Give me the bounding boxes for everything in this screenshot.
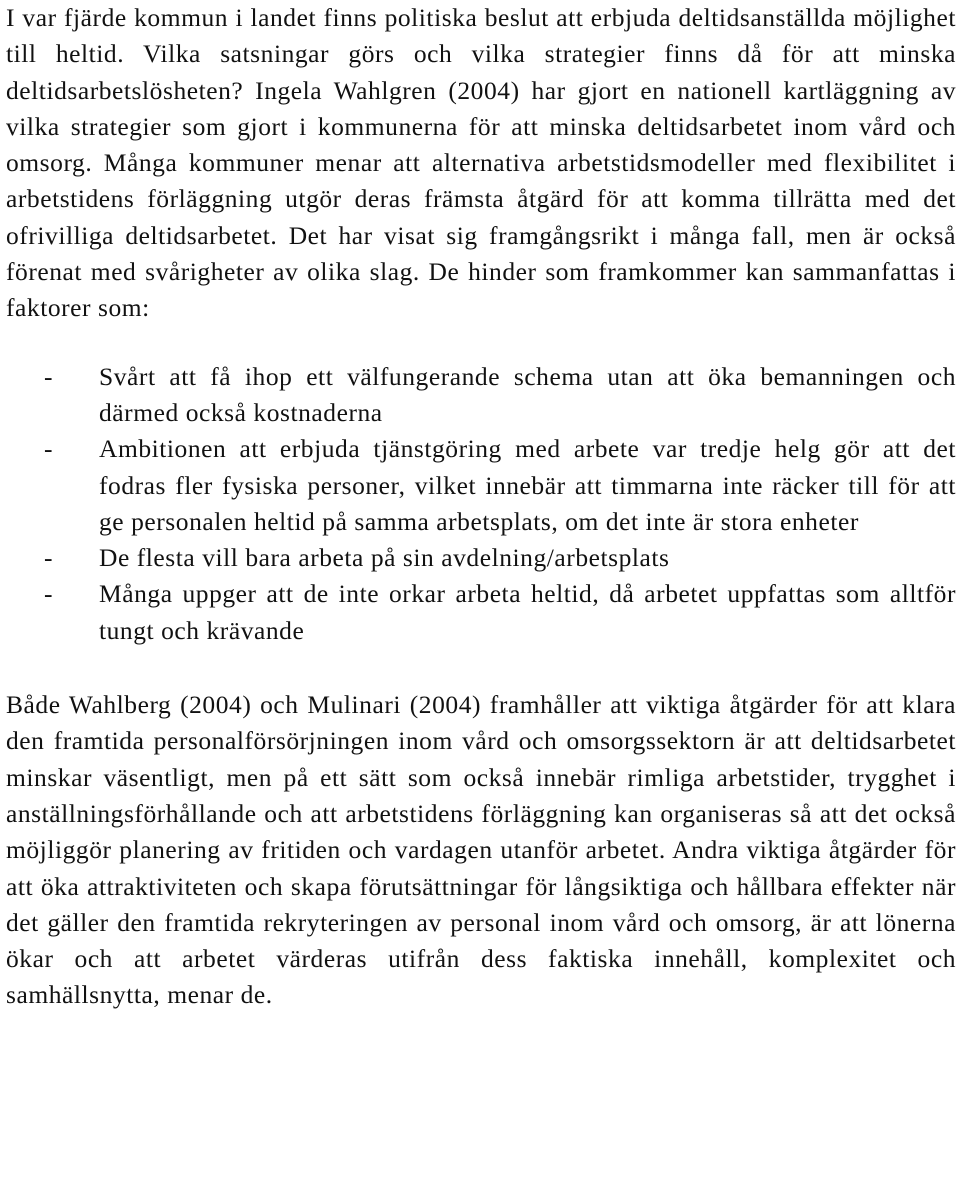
document-page [6, 0, 956, 1014]
obstacles-list [6, 359, 956, 649]
list-dash: - [44, 361, 54, 391]
list-item [6, 359, 956, 432]
list-dash: - [44, 434, 54, 464]
list-item [6, 540, 956, 576]
intro-paragraph: I var fjärde kommun i landet finns politiska beslut att erbjuda deltidsanställda möjlighet till heltid. Vilka satsningar görs och vilka strategier finns då för att minska deltidsarbetslösheten? Ingela Wahlgren (2004) har gjort en nationell kartläggning av vilka strategier som gjort i kommunerna för att minska deltidsarbetet inom vård och omsorg. Många kommuner menar att alternativa arbetstidsmodeller med flexibilitet i arbetstidens förläggning utgör deras främsta åtgärd för att komma tillrätta med det ofrivilliga deltidsarbetet. Det har visat sig framgångsrikt i många fall, men är också förenat med svårigheter av olika slag. De hinder som framkommer kan sammanfattas i faktorer som: [6, 3, 956, 323]
list-dash: - [44, 579, 54, 609]
list-item-text: Många uppger att de inte orkar arbeta heltid, då arbetet uppfattas som alltför tungt och krävande [99, 579, 956, 645]
list-item [6, 576, 956, 649]
list-item-text: Svårt att få ihop ett välfungerande schema utan att öka bemanningen och därmed också kostnaderna [99, 361, 956, 427]
list-item-text: De flesta vill bara arbeta på sin avdelning/arbetsplats [99, 543, 670, 573]
list-dash: - [44, 543, 54, 573]
list-item-text: Ambitionen att erbjuda tjänstgöring med arbete var tredje helg gör att det fodras fler fysiska personer, vilket innebär att timmarna inte räcker till för att ge personalen heltid på samma arbetsplats, om det inte är stora enheter [99, 434, 956, 536]
list-item [6, 431, 956, 540]
conclusion-paragraph: Både Wahlberg (2004) och Mulinari (2004) framhåller att viktiga åtgärder för att klara den framtida personalförsörjningen inom vård och omsorgssektorn är att deltidsarbetet minskar väsentligt, men på ett sätt som också innebär rimliga arbetstider, trygghet i anställningsförhållande och att arbetstidens förläggning kan organiseras så att det också möjliggör planering av fritiden och vardagen utanför arbetet. Andra viktiga åtgärder för att öka attraktiviteten och skapa förutsättningar för långsiktiga och hållbara effekter när det gäller den framtida rekryteringen av personal inom vård och omsorg, är att lönerna ökar och att arbetet värderas utifrån dess faktiska innehåll, komplexitet och samhällsnytta, menar de. [6, 690, 956, 1010]
